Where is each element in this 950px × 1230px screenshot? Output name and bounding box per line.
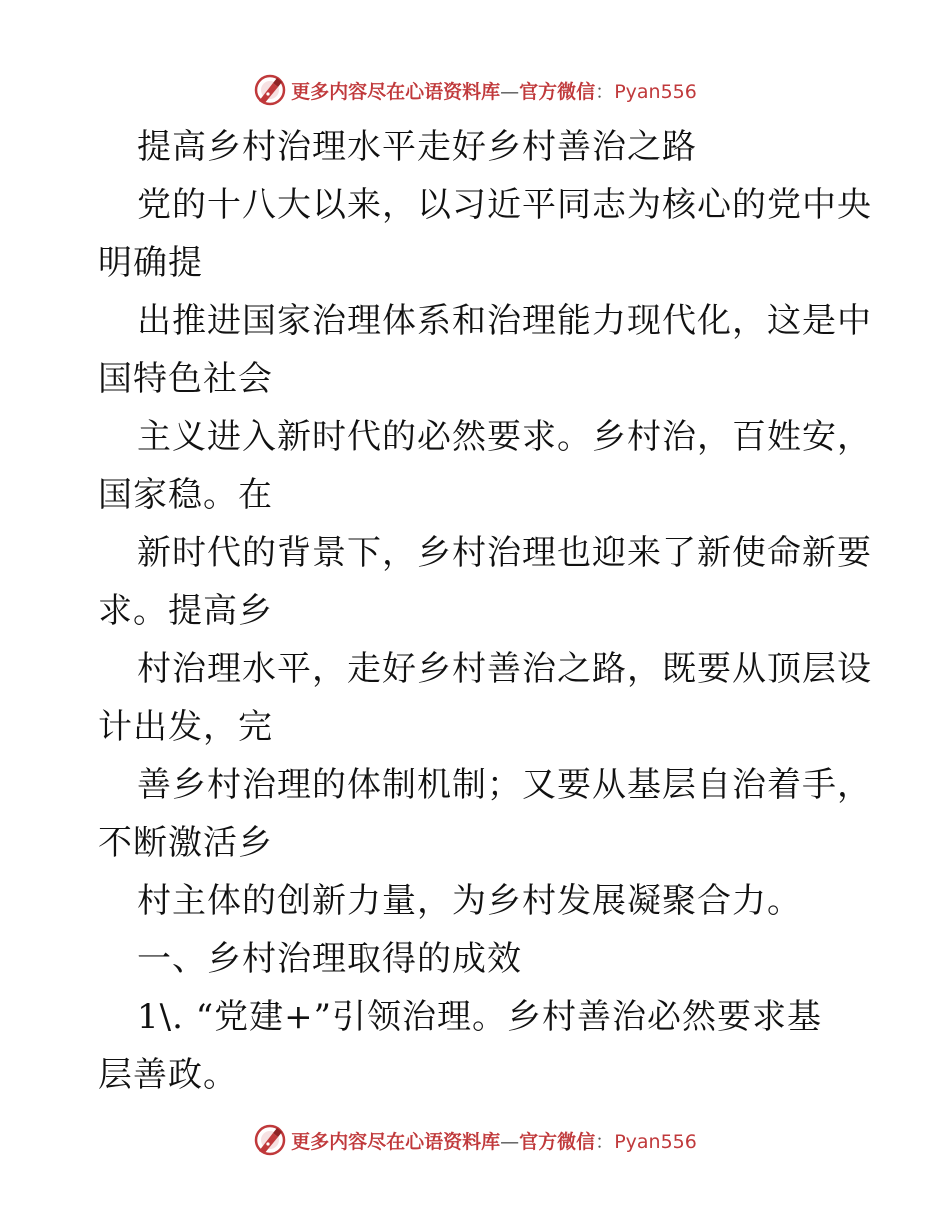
banner-wechat-id: Pyan556 (614, 1130, 697, 1153)
footer-watermark-banner (0, 1120, 950, 1160)
pen-logo-icon (253, 73, 287, 107)
banner-colon: ： (595, 80, 615, 103)
banner-colon: ： (595, 1130, 615, 1153)
banner-official-label: 官方微信 (519, 1130, 596, 1153)
banner-separator: — (500, 80, 520, 103)
banner-main-text: 更多内容尽在心语资料库 (291, 1130, 501, 1153)
paragraph-line: 求。提高乡 (98, 591, 273, 631)
paragraph-line: 国家稳。在 (98, 475, 273, 515)
header-watermark-banner (0, 70, 950, 110)
paragraph-line: 新时代的背景下，乡村治理也迎来了新使命新要 (137, 533, 872, 573)
paragraph-line: 主义进入新时代的必然要求。乡村治，百姓安， (137, 417, 872, 457)
paragraph-line: 计出发，完 (98, 707, 273, 747)
banner-wechat-id: Pyan556 (614, 80, 697, 103)
banner-official-label: 官方微信 (519, 80, 596, 103)
banner-text (291, 77, 697, 104)
paragraph-line: 明确提 (98, 243, 203, 283)
banner-main-text: 更多内容尽在心语资料库 (291, 80, 501, 103)
paragraph-line: 不断激活乡 (98, 823, 273, 863)
banner-separator: — (500, 1130, 520, 1153)
paragraph-line: 村治理水平，走好乡村善治之路，既要从顶层设 (137, 649, 872, 689)
document-title: 提高乡村治理水平走好乡村善治之路 (137, 127, 697, 167)
paragraph-line: 出推进国家治理体系和治理能力现代化，这是中 (137, 301, 872, 341)
paragraph-line: 党的十八大以来，以习近平同志为核心的党中央 (137, 185, 872, 225)
banner-text (291, 1127, 697, 1154)
paragraph-line: 层善政。 (98, 1055, 238, 1095)
paragraph-line: 村主体的创新力量，为乡村发展凝聚合力。 (137, 881, 802, 921)
section-heading: 一、乡村治理取得的成效 (137, 939, 522, 979)
paragraph-line: 国特色社会 (98, 359, 273, 399)
paragraph-line: 善乡村治理的体制机制；又要从基层自治着手， (137, 765, 872, 805)
paragraph-line: 1\. “党建+”引领治理。乡村善治必然要求基 (137, 997, 822, 1037)
pen-logo-icon (253, 1123, 287, 1157)
